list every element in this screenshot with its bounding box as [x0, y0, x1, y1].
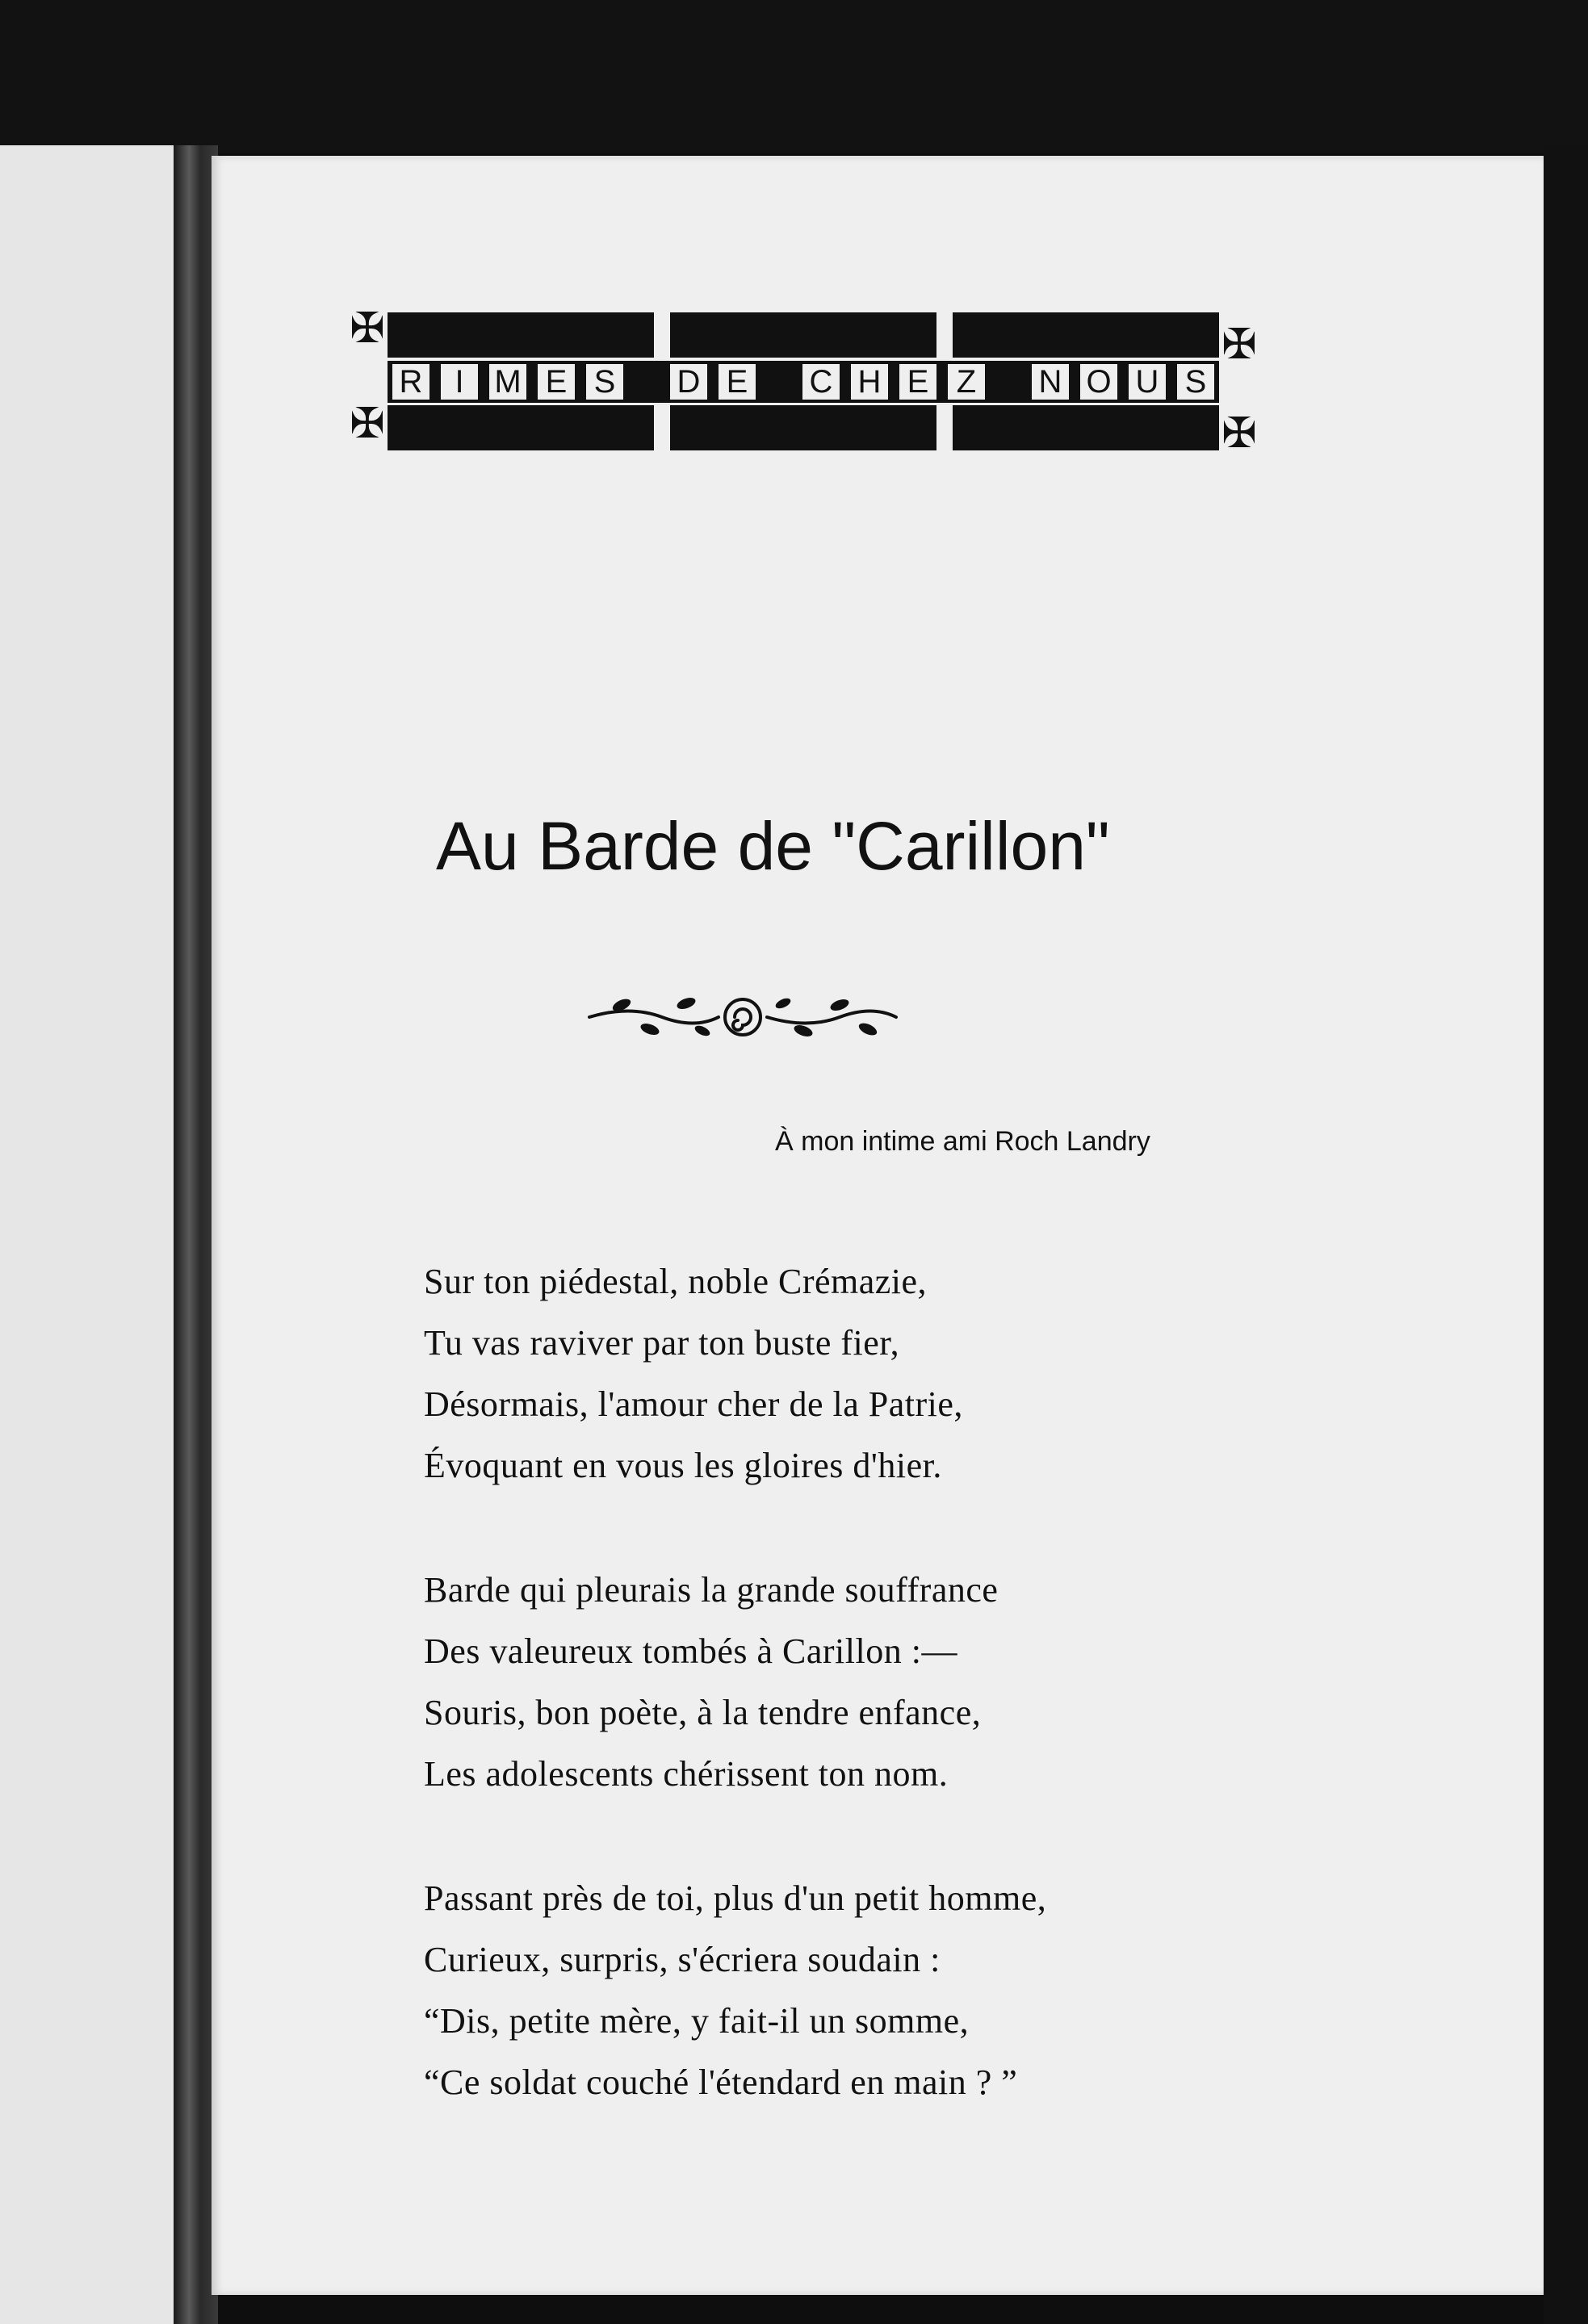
poem-line: Évoquant en vous les gloires d'hier.: [424, 1446, 942, 1485]
banner-letter: I: [441, 364, 478, 400]
header-banner: [347, 300, 1259, 462]
banner-gap: [767, 364, 791, 400]
banner-letter: M: [489, 364, 526, 400]
banner-letter: Z: [948, 364, 985, 400]
banner-bar: [388, 405, 654, 450]
dedication: À mon intime ami Roch Landry: [775, 1126, 1150, 1157]
banner-bar: [953, 312, 1219, 358]
scan-background-top: [0, 0, 1588, 153]
poem-line: “Dis, petite mère, y fait-il un somme,: [424, 2001, 970, 2041]
scan-background-right: [1544, 145, 1588, 2324]
banner-gap: [996, 364, 1020, 400]
poem-line: “Ce soldat couché l'étendard en main ? ”: [424, 2062, 1018, 2102]
banner-letter: H: [851, 364, 888, 400]
maltese-cross-icon: ✠: [350, 304, 385, 353]
banner-bar: [670, 312, 936, 358]
banner-gap: [635, 364, 659, 400]
banner-bar: [953, 405, 1219, 450]
maltese-cross-icon: ✠: [1221, 320, 1257, 369]
poem-line: Passant près de toi, plus d'un petit homme,: [424, 1878, 1047, 1918]
banner-letter: E: [538, 364, 575, 400]
floral-ornament-icon: [581, 981, 904, 1053]
maltese-cross-icon: ✠: [350, 400, 385, 448]
banner-letter: E: [899, 364, 936, 400]
banner-letter: U: [1129, 364, 1166, 400]
facing-page: [0, 145, 174, 2324]
banner-bar: [388, 312, 654, 358]
stanza: [424, 1560, 1231, 1805]
poem-line: Des valeureux tombés à Carillon :—: [424, 1631, 957, 1671]
poem-line: Sur ton piédestal, noble Crémazie,: [424, 1262, 928, 1301]
poem-body: [424, 1251, 1231, 2176]
poem-line: Tu vas raviver par ton buste fier,: [424, 1323, 900, 1363]
maltese-cross-icon: ✠: [1221, 409, 1257, 458]
banner-letter: S: [1177, 364, 1214, 400]
banner-letter: S: [586, 364, 623, 400]
banner-letters: [388, 361, 1219, 403]
poem-line: Les adolescents chérissent ton nom.: [424, 1754, 949, 1794]
poem-line: Désormais, l'amour cher de la Patrie,: [424, 1384, 963, 1424]
poem-line: Barde qui pleurais la grande souffrance: [424, 1570, 999, 1610]
banner-letter: O: [1080, 364, 1117, 400]
banner-letter: N: [1032, 364, 1069, 400]
banner-letter: E: [719, 364, 756, 400]
poem-title: Au Barde de "Carillon": [436, 808, 1110, 884]
stanza: [424, 1251, 1231, 1497]
banner-letter: R: [392, 364, 429, 400]
stanza: [424, 1868, 1231, 2113]
banner-letter: D: [670, 364, 707, 400]
poem-line: Souris, bon poète, à la tendre enfance,: [424, 1693, 982, 1732]
poem-line: Curieux, surpris, s'écriera soudain :: [424, 1940, 941, 1979]
banner-letter: C: [802, 364, 840, 400]
banner-bar: [670, 405, 936, 450]
